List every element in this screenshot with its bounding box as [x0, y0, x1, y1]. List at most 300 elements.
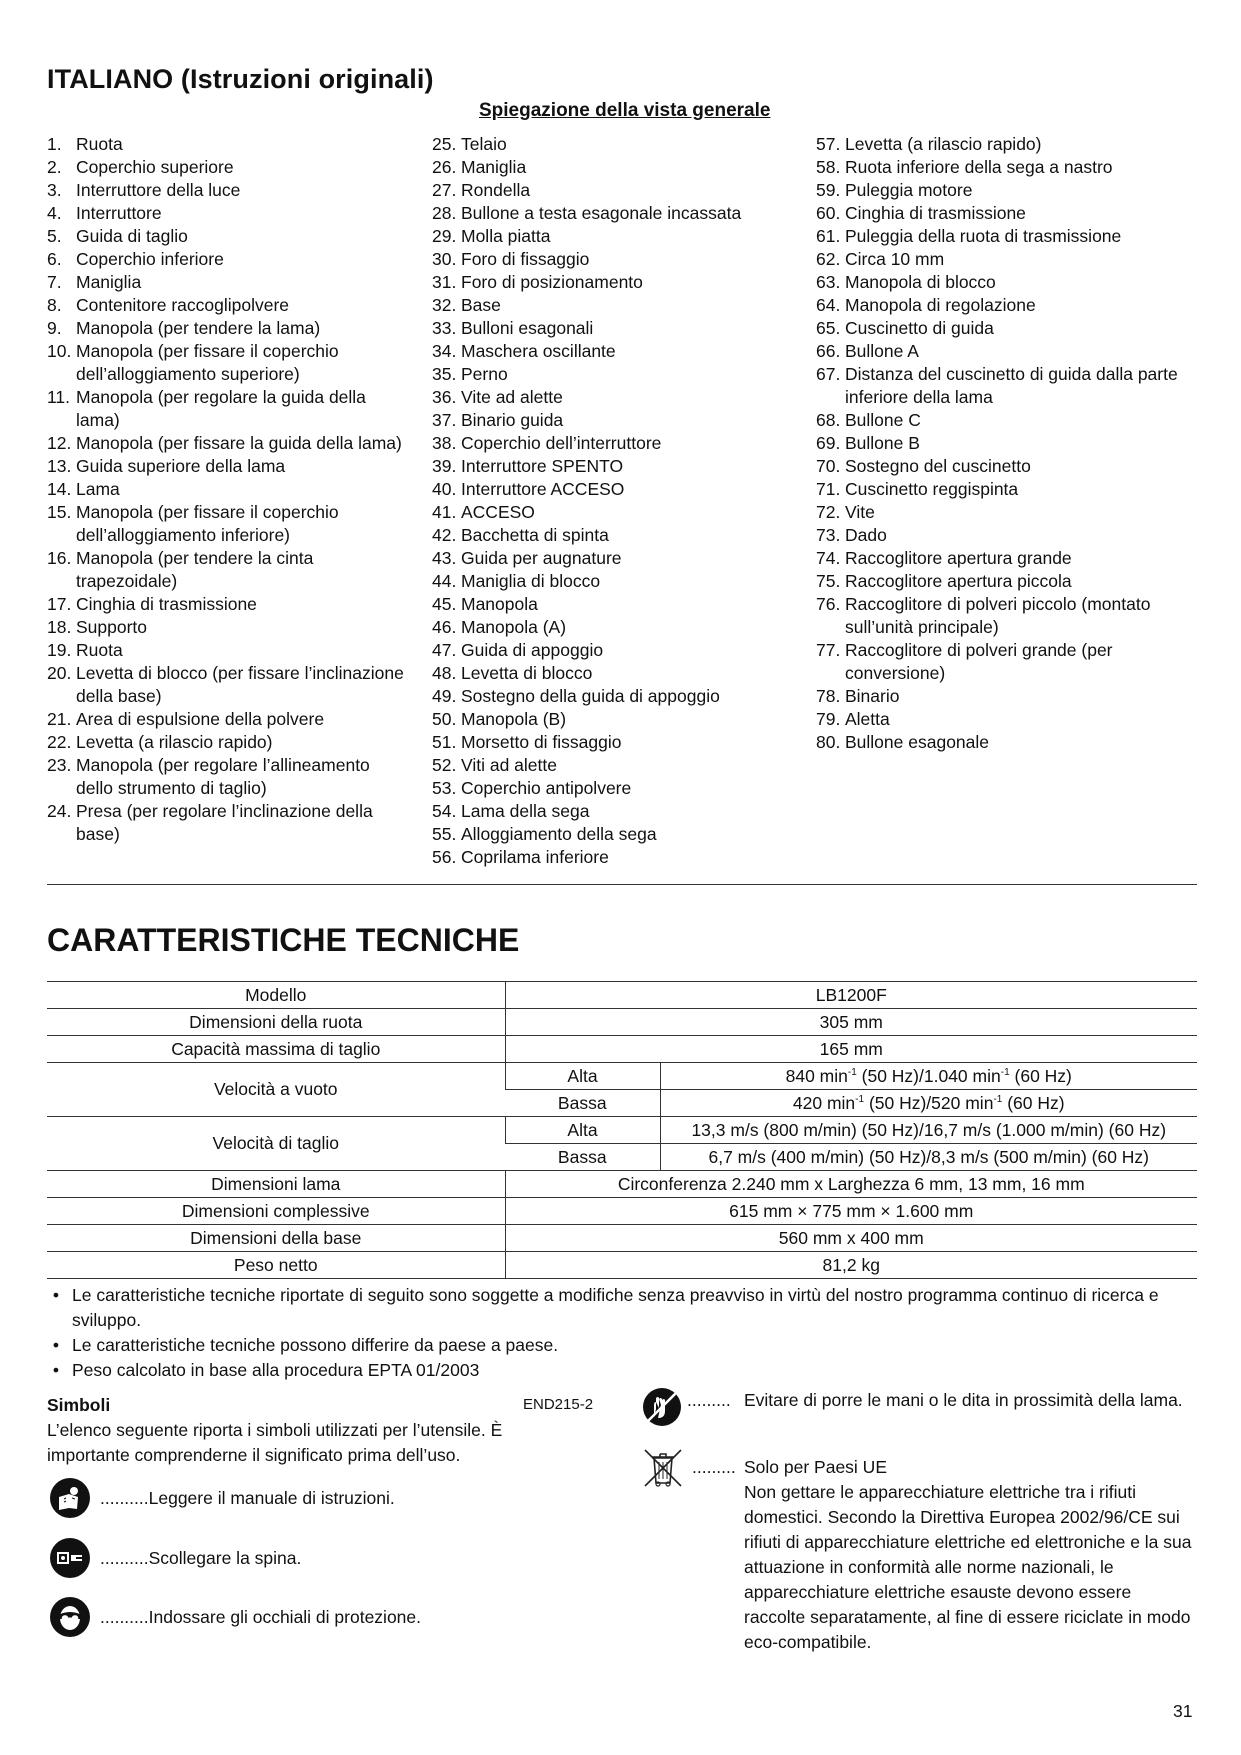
table-row	[47, 1225, 1197, 1252]
list-item-text: Bullone esagonale	[845, 732, 990, 752]
list-item-number: 21.	[47, 709, 72, 729]
list-item	[47, 386, 407, 432]
list-item-text: Distanza del cuscinetto di guida dalla parte inferiore della lama	[845, 364, 1178, 407]
list-item	[816, 547, 1196, 570]
list-item	[816, 156, 1196, 179]
list-item-number: 77.	[816, 640, 841, 660]
list-item-text: Manopola (A)	[461, 617, 567, 637]
symbols-intro: L’elenco seguente riporta i simboli utilizzati per l’utensile. È importante comprenderne il significato prima dell’uso.	[47, 1420, 503, 1465]
note-item: • Peso calcolato in base alla procedura EPTA 01/2003	[52, 1360, 480, 1380]
list-item-number: 58.	[816, 157, 841, 177]
list-item-number: 51.	[432, 732, 457, 752]
list-item-number: 47.	[432, 640, 457, 660]
list-item	[432, 386, 792, 409]
list-item	[47, 662, 407, 708]
list-item	[432, 294, 792, 317]
list-item-number: 68.	[816, 410, 841, 430]
list-item	[47, 754, 407, 800]
list-item-number: 73.	[816, 525, 841, 545]
list-item-text: Interruttore	[76, 203, 162, 223]
list-item-number: 72.	[816, 502, 841, 522]
list-item-number: 42.	[432, 525, 457, 545]
list-item-number: 12.	[47, 433, 72, 453]
list-item-text: Manopola (B)	[461, 709, 567, 729]
list-item-text: Circa 10 mm	[845, 249, 945, 269]
list-item-text: Binario	[845, 686, 900, 706]
list-item	[47, 800, 407, 846]
list-item	[432, 731, 792, 754]
list-item	[816, 317, 1196, 340]
legend-column-3	[816, 133, 1196, 754]
list-item	[432, 363, 792, 386]
list-item	[47, 708, 407, 731]
list-item-text: Guida di taglio	[76, 226, 188, 246]
list-item	[432, 432, 792, 455]
list-item-text: Molla piatta	[461, 226, 551, 246]
list-item-text: Interruttore della luce	[76, 180, 241, 200]
list-item-number: 70.	[816, 456, 841, 476]
list-item	[816, 524, 1196, 547]
note-item: • Le caratteristiche tecniche riportate di seguito sono soggette a modifiche senza preavviso in virtù del nostro programma continuo di ricerca e sviluppo.	[52, 1285, 1159, 1330]
weight-value: 81,2 kg	[505, 1252, 1197, 1279]
list-item-text: Ruota inferiore della sega a nastro	[845, 157, 1113, 177]
hands-text: Evitare di porre le mani o le dita in prossimità della lama.	[744, 1390, 1183, 1410]
list-item-text: Telaio	[461, 134, 507, 154]
list-item	[816, 225, 1196, 248]
list-item-number: 45.	[432, 594, 457, 614]
list-item-text: Manopola (per fissare il coperchio dell’alloggiamento superiore)	[76, 341, 339, 384]
list-item	[47, 317, 407, 340]
cut-bassa-value: 6,7 m/s (400 m/min) (50 Hz)/8,3 m/s (500 m/min) (60 Hz)	[660, 1144, 1197, 1171]
list-item	[432, 202, 792, 225]
list-item-text: Puleggia motore	[845, 180, 973, 200]
list-item-text: Maniglia	[461, 157, 527, 177]
list-item	[816, 570, 1196, 593]
list-item	[432, 685, 792, 708]
list-item-number: 74.	[816, 548, 841, 568]
list-item-text: Bullone A	[845, 341, 919, 361]
list-item	[816, 455, 1196, 478]
overall-label: Dimensioni complessive	[47, 1198, 505, 1225]
read-manual-icon	[50, 1478, 90, 1518]
list-item-text: Lama	[76, 479, 120, 499]
list-item	[432, 409, 792, 432]
list-item-text: Ruota	[76, 640, 123, 660]
list-item-number: 48.	[432, 663, 457, 683]
list-item	[816, 432, 1196, 455]
note-item: • Le caratteristiche tecniche possono differire da paese a paese.	[52, 1335, 559, 1355]
list-item	[47, 731, 407, 754]
list-item-text: Raccoglitore di polveri piccolo (montato sull’unità principale)	[845, 594, 1151, 637]
list-item	[816, 271, 1196, 294]
table-row	[47, 1063, 1197, 1090]
list-item	[816, 202, 1196, 225]
list-item-number: 67.	[816, 364, 841, 384]
list-item-number: 33.	[432, 318, 457, 338]
list-item	[432, 501, 792, 524]
model-value: LB1200F	[505, 982, 1197, 1009]
list-item-text: Manopola (per fissare la guida della lama)	[76, 433, 402, 453]
unplug-icon	[50, 1538, 90, 1578]
list-item	[816, 708, 1196, 731]
list-item-text: Manopola	[461, 594, 538, 614]
list-item-text: Coperchio superiore	[76, 157, 234, 177]
list-item-text: Vite	[845, 502, 875, 522]
noload-alta-value: 840 $\min^{-1} (50$ Hz)/1.040 $\min^{-1} (60$ Hz)	[660, 1063, 1197, 1090]
legend-column-1	[47, 133, 407, 846]
list-item-number: 13.	[47, 456, 72, 476]
list-item-text: Coperchio inferiore	[76, 249, 224, 269]
list-item-text: Sostegno della guida di appoggio	[461, 686, 720, 706]
specs-title: CARATTERISTICHE TECNICHE	[47, 922, 520, 958]
list-item	[47, 593, 407, 616]
list-item-text: Interruttore ACCESO	[461, 479, 625, 499]
symbol-goggles: .......... Indossare gli occhiali di protezione.	[50, 1597, 421, 1637]
list-item	[47, 478, 407, 501]
list-item-text: Cinghia di trasmissione	[76, 594, 257, 614]
list-item-text: Base	[461, 295, 501, 315]
list-item-text: Morsetto di fissaggio	[461, 732, 622, 752]
list-item	[47, 294, 407, 317]
list-item-text: Levetta di blocco (per fissare l’inclinazione della base)	[76, 663, 404, 706]
list-item-number: 5.	[47, 226, 62, 246]
list-item-text: Raccoglitore apertura grande	[845, 548, 1072, 568]
list-item-text: Lama della sega	[461, 801, 590, 821]
list-item-text: Contenitore raccoglipolvere	[76, 295, 290, 315]
list-item-number: 27.	[432, 180, 457, 200]
list-item-text: ACCESO	[461, 502, 535, 522]
list-item-text: Rondella	[461, 180, 531, 200]
list-item	[432, 593, 792, 616]
table-row	[47, 1009, 1197, 1036]
list-item-text: Coperchio antipolvere	[461, 778, 632, 798]
list-item-text: Bullone a testa esagonale incassata	[461, 203, 742, 223]
list-item-number: 79.	[816, 709, 841, 729]
list-item	[47, 501, 407, 547]
list-item-number: 34.	[432, 341, 457, 361]
list-item	[816, 363, 1196, 409]
list-item-number: 50.	[432, 709, 457, 729]
list-item-number: 1.	[47, 134, 62, 154]
wheel-label: Dimensioni della ruota	[47, 1009, 505, 1036]
list-item-number: 28.	[432, 203, 457, 223]
list-item-number: 36.	[432, 387, 457, 407]
table-row	[47, 1198, 1197, 1225]
base-label: Dimensioni della base	[47, 1225, 505, 1252]
list-item	[432, 248, 792, 271]
page-number: 31	[1173, 1701, 1193, 1721]
list-item-text: Raccoglitore apertura piccola	[845, 571, 1072, 591]
table-row	[47, 1117, 1197, 1144]
list-item	[432, 455, 792, 478]
list-item-text: Cuscinetto reggispinta	[845, 479, 1019, 499]
list-item-text: Alloggiamento della sega	[461, 824, 657, 844]
list-item	[432, 225, 792, 248]
list-item-number: 52.	[432, 755, 457, 775]
list-item-number: 14.	[47, 479, 72, 499]
list-item-text: Coperchio dell’interruttore	[461, 433, 662, 453]
list-item	[816, 501, 1196, 524]
list-item-number: 37.	[432, 410, 457, 430]
list-item-number: 26.	[432, 157, 457, 177]
list-item-text: Raccoglitore di polveri grande (per conversione)	[845, 640, 1113, 683]
list-item-text: Manopola (per regolare la guida della lama)	[76, 387, 366, 430]
list-item-text: Manopola (per tendere la cinta trapezoidale)	[76, 548, 314, 591]
list-item-text: Manopola (per fissare il coperchio dell’alloggiamento inferiore)	[76, 502, 339, 545]
list-item	[432, 156, 792, 179]
list-item-text: Levetta (a rilascio rapido)	[76, 732, 273, 752]
list-item-number: 60.	[816, 203, 841, 223]
list-item-number: 39.	[432, 456, 457, 476]
list-item-text: Maschera oscillante	[461, 341, 616, 361]
list-item-number: 20.	[47, 663, 72, 683]
list-item-number: 6.	[47, 249, 62, 269]
cut-label: Velocità di taglio	[47, 1117, 505, 1171]
list-item-text: Guida superiore della lama	[76, 456, 286, 476]
cut-bassa-label: Bassa	[505, 1144, 660, 1171]
list-item-number: 18.	[47, 617, 72, 637]
list-item	[432, 570, 792, 593]
list-item	[432, 547, 792, 570]
base-value: 560 mm x 400 mm	[505, 1225, 1197, 1252]
list-item-number: 15.	[47, 502, 72, 522]
weight-label: Peso netto	[47, 1252, 505, 1279]
list-item	[432, 317, 792, 340]
goggles-icon	[50, 1597, 90, 1637]
list-item-number: 17.	[47, 594, 72, 614]
list-item-text: Bacchetta di spinta	[461, 525, 609, 545]
noload-label: Velocità a vuoto	[47, 1063, 505, 1117]
list-item-text: Guida per augnature	[461, 548, 622, 568]
list-item-text: Manopola di blocco	[845, 272, 996, 292]
list-item-number: 16.	[47, 548, 72, 568]
list-item	[432, 662, 792, 685]
list-item-number: 19.	[47, 640, 72, 660]
capacity-label: Capacità massima di taglio	[47, 1036, 505, 1063]
list-item	[432, 823, 792, 846]
list-item-text: Bullone B	[845, 433, 920, 453]
list-item-number: 44.	[432, 571, 457, 591]
symbols-title: Simboli	[47, 1395, 111, 1415]
dots: .........	[687, 1390, 731, 1410]
list-item-text: Manopola (per regolare l’allineamento dello strumento di taglio)	[76, 755, 370, 798]
list-item-number: 10.	[47, 341, 72, 361]
list-item-number: 54.	[432, 801, 457, 821]
list-item-number: 63.	[816, 272, 841, 292]
list-item-text: Supporto	[76, 617, 148, 637]
list-item-number: 24.	[47, 801, 72, 821]
list-item-text: Manopola di regolazione	[845, 295, 1036, 315]
list-item-number: 49.	[432, 686, 457, 706]
capacity-value: 165 mm	[505, 1036, 1197, 1063]
list-item	[47, 202, 407, 225]
list-item	[47, 340, 407, 386]
list-item	[816, 294, 1196, 317]
list-item-number: 57.	[816, 134, 841, 154]
list-item-text: Manopola (per tendere la lama)	[76, 318, 321, 338]
list-item-number: 56.	[432, 847, 457, 867]
symbols-code: END215-2	[523, 1396, 594, 1413]
list-item-text: Presa (per regolare l’inclinazione della base)	[76, 801, 373, 844]
list-item	[816, 133, 1196, 156]
list-item-number: 4.	[47, 203, 62, 223]
blade-value: Circonferenza 2.240 mm x Larghezza 6 mm, 13 mm, 16 mm	[505, 1171, 1197, 1198]
list-item	[816, 478, 1196, 501]
unplug-text: Scollegare la spina.	[148, 1547, 302, 1568]
list-item-text: Interruttore SPENTO	[461, 456, 624, 476]
list-item	[432, 777, 792, 800]
list-item-text: Bulloni esagonali	[461, 318, 594, 338]
list-item-number: 7.	[47, 272, 62, 292]
goggles-text: Indossare gli occhiali di protezione.	[148, 1606, 422, 1627]
blade-label: Dimensioni lama	[47, 1171, 505, 1198]
table-row	[47, 1252, 1197, 1279]
list-item	[47, 616, 407, 639]
list-item-number: 43.	[432, 548, 457, 568]
list-item	[47, 179, 407, 202]
noload-alta-label: Alta	[505, 1063, 660, 1090]
list-item-number: 25.	[432, 134, 457, 154]
table-row	[47, 1171, 1197, 1198]
divider	[47, 884, 1197, 885]
list-item-text: Cinghia di trasmissione	[845, 203, 1026, 223]
list-item	[47, 639, 407, 662]
list-item	[432, 708, 792, 731]
section-subtitle: Spiegazione della vista generale	[479, 100, 771, 121]
weee-bin-icon	[641, 1446, 685, 1495]
wheel-value: 305 mm	[505, 1009, 1197, 1036]
list-item	[432, 179, 792, 202]
list-item-text: Puleggia della ruota di trasmissione	[845, 226, 1122, 246]
list-item	[432, 133, 792, 156]
list-item	[47, 133, 407, 156]
list-item	[816, 248, 1196, 271]
symbol-unplug: .......... Scollegare la spina.	[50, 1538, 301, 1578]
list-item-text: Cuscinetto di guida	[845, 318, 994, 338]
list-item-text: Vite ad alette	[461, 387, 563, 407]
list-item-number: 22.	[47, 732, 72, 752]
list-item-text: Levetta di blocco	[461, 663, 593, 683]
eu-title: Solo per Paesi UE	[744, 1457, 887, 1477]
spec-notes	[47, 1283, 1197, 1383]
eu-text: Non gettare le apparecchiature elettriche tra i rifiuti domestici. Secondo la Direttiva Europea 2002/96/CE sui rifiuti di apparecchiature elettriche ed elettroniche e la sua attuazione in conformità alle norme nazionali, le apparecchiature elettriche esauste devono essere raccolte separatamente, al fine di essere riciclate in modo eco-compatibile.	[744, 1482, 1192, 1652]
table-row	[47, 1036, 1197, 1063]
list-item	[816, 340, 1196, 363]
list-item-text: Perno	[461, 364, 508, 384]
list-item-number: 38.	[432, 433, 457, 453]
list-item-number: 65.	[816, 318, 841, 338]
list-item-text: Coprilama inferiore	[461, 847, 609, 867]
list-item	[432, 800, 792, 823]
list-item-text: Levetta (a rilascio rapido)	[845, 134, 1042, 154]
list-item	[432, 340, 792, 363]
list-item-text: Maniglia di blocco	[461, 571, 601, 591]
list-item-number: 66.	[816, 341, 841, 361]
list-item-number: 35.	[432, 364, 457, 384]
read-manual-text: Leggere il manuale di istruzioni.	[148, 1487, 395, 1508]
list-item	[47, 248, 407, 271]
list-item-text: Sostegno del cuscinetto	[845, 456, 1031, 476]
list-item-text: Foro di posizionamento	[461, 272, 643, 292]
list-item	[47, 271, 407, 294]
list-item-text: Maniglia	[76, 272, 142, 292]
list-item	[432, 846, 792, 869]
list-item	[432, 524, 792, 547]
symbol-read-manual: .......... Leggere il manuale di istruzioni.	[50, 1478, 395, 1518]
list-item-number: 61.	[816, 226, 841, 246]
list-item-number: 3.	[47, 180, 62, 200]
list-item-number: 30.	[432, 249, 457, 269]
list-item	[432, 616, 792, 639]
list-item-text: Ruota	[76, 134, 123, 154]
list-item-number: 29.	[432, 226, 457, 246]
list-item-number: 78.	[816, 686, 841, 706]
list-item-text: Foro di fissaggio	[461, 249, 590, 269]
list-item-number: 41.	[432, 502, 457, 522]
list-item-number: 40.	[432, 479, 457, 499]
list-item-number: 8.	[47, 295, 62, 315]
list-item-number: 55.	[432, 824, 457, 844]
list-item	[432, 754, 792, 777]
list-item-number: 62.	[816, 249, 841, 269]
list-item	[47, 156, 407, 179]
list-item-number: 71.	[816, 479, 841, 499]
cut-alta-label: Alta	[505, 1117, 660, 1144]
list-item-number: 9.	[47, 318, 62, 338]
list-item	[47, 547, 407, 593]
list-item-number: 80.	[816, 732, 841, 752]
list-item-number: 75.	[816, 571, 841, 591]
list-item	[816, 731, 1196, 754]
list-item	[816, 685, 1196, 708]
list-item-number: 69.	[816, 433, 841, 453]
list-item-number: 76.	[816, 594, 841, 614]
list-item	[816, 593, 1196, 639]
list-item	[816, 179, 1196, 202]
list-item-text: Dado	[845, 525, 887, 545]
keep-hands-away-icon	[642, 1387, 682, 1432]
list-item-text: Area di espulsione della polvere	[76, 709, 325, 729]
table-row	[47, 982, 1197, 1009]
list-item-number: 46.	[432, 617, 457, 637]
page-title: ITALIANO (Istruzioni originali)	[47, 64, 434, 94]
list-item-number: 53.	[432, 778, 457, 798]
list-item	[47, 432, 407, 455]
list-item	[47, 225, 407, 248]
overall-value: 615 mm × 775 mm × 1.600 mm	[505, 1198, 1197, 1225]
list-item-text: Bullone C	[845, 410, 921, 430]
list-item-text: Binario guida	[461, 410, 564, 430]
cut-alta-value: 13,3 m/s (800 m/min) (50 Hz)/16,7 m/s (1.000 m/min) (60 Hz)	[660, 1117, 1197, 1144]
list-item-number: 59.	[816, 180, 841, 200]
list-item-number: 2.	[47, 157, 62, 177]
list-item	[47, 455, 407, 478]
list-item	[816, 409, 1196, 432]
list-item	[432, 271, 792, 294]
list-item-text: Guida di appoggio	[461, 640, 604, 660]
list-item	[432, 639, 792, 662]
list-item-number: 31.	[432, 272, 457, 292]
list-item	[432, 478, 792, 501]
specs-table	[47, 981, 1197, 1279]
list-item-number: 32.	[432, 295, 457, 315]
list-item-number: 64.	[816, 295, 841, 315]
dots: .........	[692, 1457, 736, 1477]
noload-bassa-label: Bassa	[505, 1090, 660, 1117]
list-item-text: Aletta	[845, 709, 890, 729]
model-label: Modello	[47, 982, 505, 1009]
list-item-number: 11.	[47, 387, 71, 407]
